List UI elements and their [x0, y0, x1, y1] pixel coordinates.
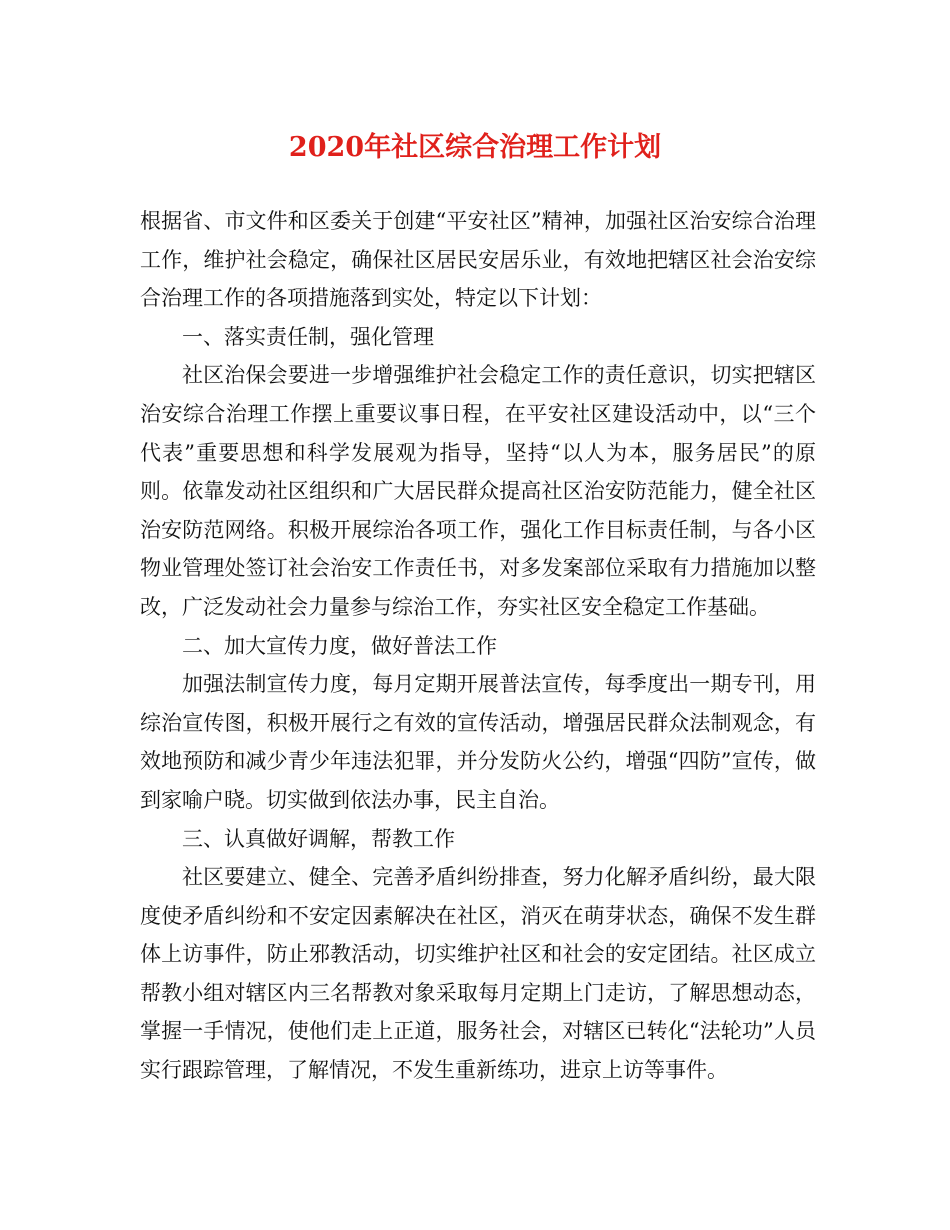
- document-title: 2020年社区综合治理工作计划: [288, 132, 662, 163]
- section-1-paragraph: 社区治保会要进一步增强维护社会稳定工作的责任意识，切实把辖区治安综合治理工作摆上重要议事日程，在平安社区建设活动中，以“三个代表”重要思想和科学发展观为指导，坚持“以人为本，服务居民”的原则。依靠发动社区组织和广大居民群众提高社区治安防范能力，健全社区治安防范网络。积极开展综治各项工作，强化工作目标责任制，与各小区物业管理处签订社会治安工作责任书，对多发案部位采取有力措施加以整改，广泛发动社会力量参与综治工作，夯实社区安全稳定工作基础。: [140, 363, 816, 619]
- section-heading-3: 三、认真做好调解，帮教工作: [182, 826, 455, 851]
- section-2-paragraph: 加强法制宣传力度，每月定期开展普法宣传，每季度出一期专刊，用综治宣传图，积极开展行之有效的宣传活动，增强居民群众法制观念，有效地预防和减少青少年违法犯罪，并分发防火公约，增强“四防”宣传，做到家喻户晓。切实做到依法办事，民主自治。: [140, 672, 816, 812]
- section-heading-2: 二、加大宣传力度，做好普法工作: [182, 633, 497, 658]
- section-heading-1: 一、落实责任制，强化管理: [182, 324, 434, 349]
- intro-paragraph: 根据省、市文件和区委关于创建“平安社区”精神，加强社区治安综合治理工作，维护社会稳定，确保社区居民安居乐业，有效地把辖区社会治安综合治理工作的各项措施落到实处，特定以下计划：: [140, 209, 816, 311]
- section-3-paragraph: 社区要建立、健全、完善矛盾纠纷排查，努力化解矛盾纠纷，最大限度使矛盾纠纷和不安定因素解决在社区，消灭在萌芽状态，确保不发生群体上访事件，防止邪教活动，切实维护社区和社会的安定团结。社区成立帮教小组对辖区内三名帮教对象采取每月定期上门走访，了解思想动态，掌握一手情况，使他们走上正道，服务社会，对辖区已转化“法轮功”人员实行跟踪管理，了解情况，不发生重新练功，进京上访等事件。: [140, 865, 816, 1083]
- document-body: [140, 202, 816, 1090]
